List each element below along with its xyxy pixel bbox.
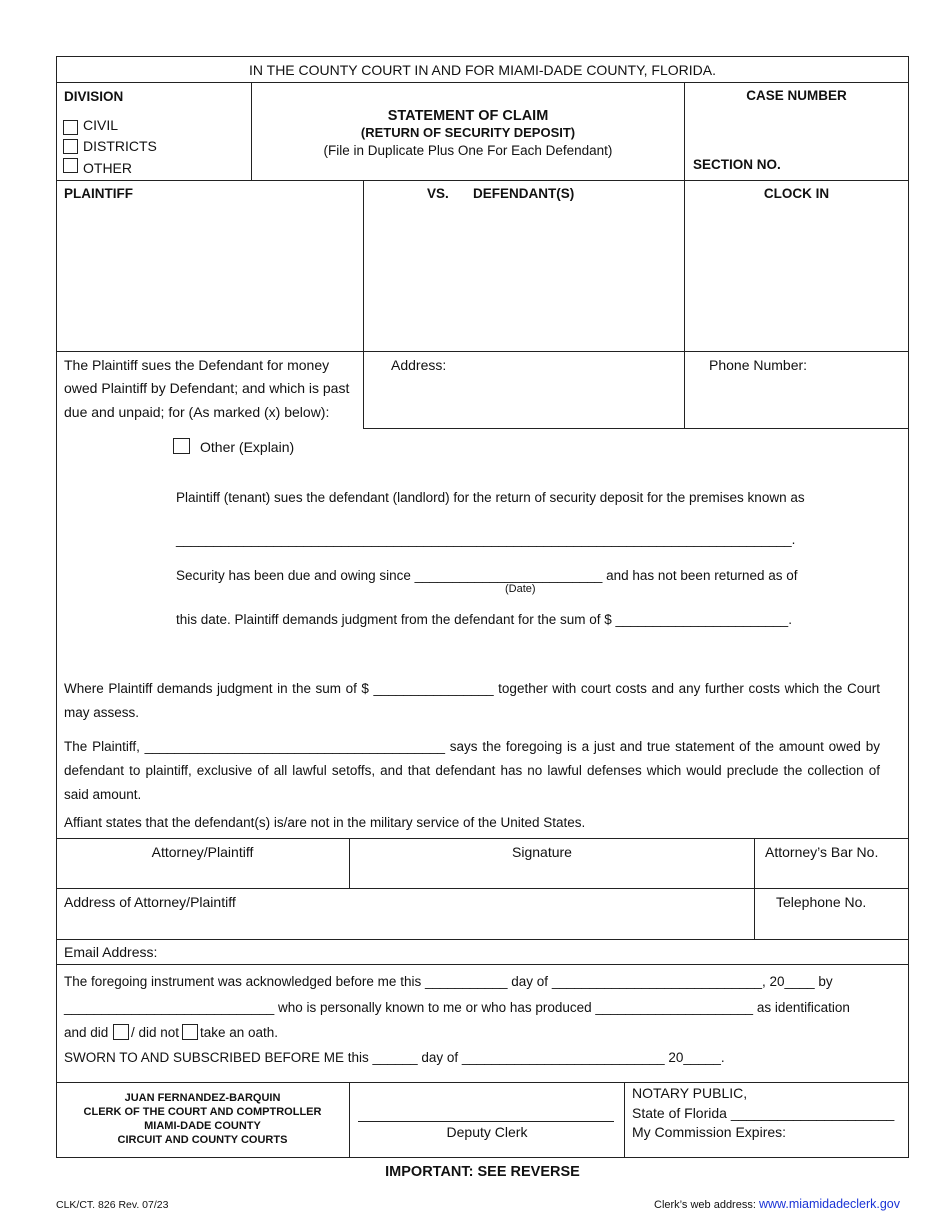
- frame-right: [908, 56, 909, 1158]
- divider: [624, 1082, 625, 1158]
- civil-option-label: CIVIL: [83, 117, 119, 133]
- vs-label: VS.: [427, 186, 449, 201]
- bar-number-label: Attorney’s Bar No.: [765, 844, 879, 860]
- civil-checkbox[interactable]: [63, 120, 78, 135]
- deputy-clerk-label: Deputy Clerk: [446, 1124, 528, 1140]
- other-division-checkbox[interactable]: [63, 158, 78, 173]
- defendant-address-label: Address:: [391, 357, 447, 373]
- divider: [56, 939, 909, 940]
- case-number-label: CASE NUMBER: [746, 88, 847, 103]
- division-label: DIVISION: [64, 89, 124, 104]
- sues-text-line: due and unpaid; for (As marked (x) below):: [64, 404, 330, 420]
- oath-text-b: / did not: [131, 1025, 180, 1040]
- notary-public-label: NOTARY PUBLIC,: [632, 1085, 748, 1101]
- date-caption: (Date): [505, 583, 536, 595]
- telephone-label: Telephone No.: [776, 894, 867, 910]
- divider: [56, 888, 909, 889]
- plaintiff-label: PLAINTIFF: [64, 186, 133, 201]
- divider: [363, 180, 364, 429]
- defendant-phone-label: Phone Number:: [709, 357, 808, 373]
- form-id: CLK/CT. 826 Rev. 07/23: [56, 1199, 169, 1211]
- notary-state-line[interactable]: State of Florida _____________________: [632, 1105, 895, 1121]
- clerk-name: JUAN FERNANDEZ-BARQUIN: [124, 1092, 281, 1104]
- divider: [349, 1082, 350, 1158]
- oath-text-c: take an oath.: [200, 1025, 279, 1040]
- districts-option-label: DISTRICTS: [83, 138, 157, 154]
- judgment-sum-line[interactable]: this date. Plaintiff demands judgment from the defendant for the sum of $ _______________________.: [176, 612, 792, 627]
- districts-checkbox[interactable]: [63, 139, 78, 154]
- deputy-clerk-signature-line[interactable]: [358, 1121, 614, 1122]
- clerk-county: MIAMI-DADE COUNTY: [144, 1120, 261, 1132]
- attorney-address-label: Address of Attorney/Plaintiff: [64, 894, 236, 910]
- sworn-subscribed-line[interactable]: SWORN TO AND SUBSCRIBED BEFORE ME this ______ day of ___________________________ 20_____.: [64, 1050, 725, 1065]
- did-not-oath-checkbox[interactable]: [182, 1024, 198, 1040]
- sues-text-line: The Plaintiff sues the Defendant for money: [64, 357, 330, 373]
- clerk-courts: CIRCUIT AND COUNTY COURTS: [117, 1134, 288, 1146]
- form-subtitle: (RETURN OF SECURITY DEPOSIT): [360, 125, 576, 140]
- section-no-label: SECTION NO.: [693, 157, 781, 172]
- other-explain-label: Other (Explain): [200, 439, 295, 455]
- affiant-statement: Affiant states that the defendant(s) is/are not in the military service of the United States.: [64, 815, 586, 830]
- divider: [56, 838, 909, 839]
- form-filing-note: (File in Duplicate Plus One For Each Defendant): [323, 143, 613, 158]
- defendants-label: DEFENDANT(S): [473, 186, 575, 201]
- form-title: STATEMENT OF CLAIM: [387, 108, 549, 124]
- divider: [56, 351, 909, 352]
- did-oath-checkbox[interactable]: [113, 1024, 129, 1040]
- notary-commission-label: My Commission Expires:: [632, 1124, 787, 1140]
- clock-in-label: CLOCK IN: [763, 186, 830, 201]
- email-label: Email Address:: [64, 944, 158, 960]
- divider: [56, 964, 909, 965]
- oath-text-a: and did: [64, 1025, 109, 1040]
- other-explain-checkbox[interactable]: [173, 438, 190, 454]
- clerk-website-link[interactable]: www.miamidadeclerk.gov: [758, 1197, 900, 1211]
- divider: [56, 82, 909, 83]
- divider: [56, 180, 909, 181]
- web-address-label: Clerk’s web address:: [654, 1199, 756, 1211]
- divider: [684, 82, 685, 429]
- frame-top: [56, 56, 909, 57]
- acknowledgment-line[interactable]: ____________________________ who is personally known to me or who has produced _____________________ as identification: [64, 1000, 850, 1015]
- security-due-line[interactable]: Security has been due and owing since _________________________ and has not been returned as of: [176, 568, 798, 583]
- attorney-plaintiff-label: Attorney/Plaintiff: [151, 844, 254, 860]
- claim-text-line: Plaintiff (tenant) sues the defendant (landlord) for the return of security deposit for the premises known as: [176, 490, 805, 505]
- plaintiff-statement-text: The Plaintiff, ________________________________________ says the foregoing is a just and true statement of the amount owed by defendant to plaintiff, exclusive of all lawful setoffs, and that defendant has no lawful defenses which would preclude the collection of said amount.: [64, 739, 880, 802]
- clerk-web-address: [654, 1198, 900, 1211]
- divider: [363, 428, 909, 429]
- frame-bottom: [56, 1157, 909, 1158]
- court-header: IN THE COUNTY COURT IN AND FOR MIAMI-DADE COUNTY, FLORIDA.: [249, 62, 716, 78]
- frame-left: [56, 56, 57, 1158]
- divider: [56, 1082, 909, 1083]
- sues-text-line: owed Plaintiff by Defendant; and which is past: [64, 380, 350, 396]
- where-plaintiff-demands-text: Where Plaintiff demands judgment in the sum of $ ________________ together with court costs and any further costs which the Court may assess.: [64, 681, 880, 720]
- acknowledgment-line[interactable]: The foregoing instrument was acknowledged before me this ___________ day of ____________________________, 20____ by: [64, 974, 833, 989]
- important-note: IMPORTANT: SEE REVERSE: [385, 1164, 580, 1180]
- premises-blank-line[interactable]: __________________________________________________________________________________.: [176, 532, 796, 547]
- signature-label: Signature: [512, 844, 572, 860]
- clerk-title: CLERK OF THE COURT AND COMPTROLLER: [83, 1106, 322, 1118]
- other-division-option-label: OTHER: [83, 160, 132, 176]
